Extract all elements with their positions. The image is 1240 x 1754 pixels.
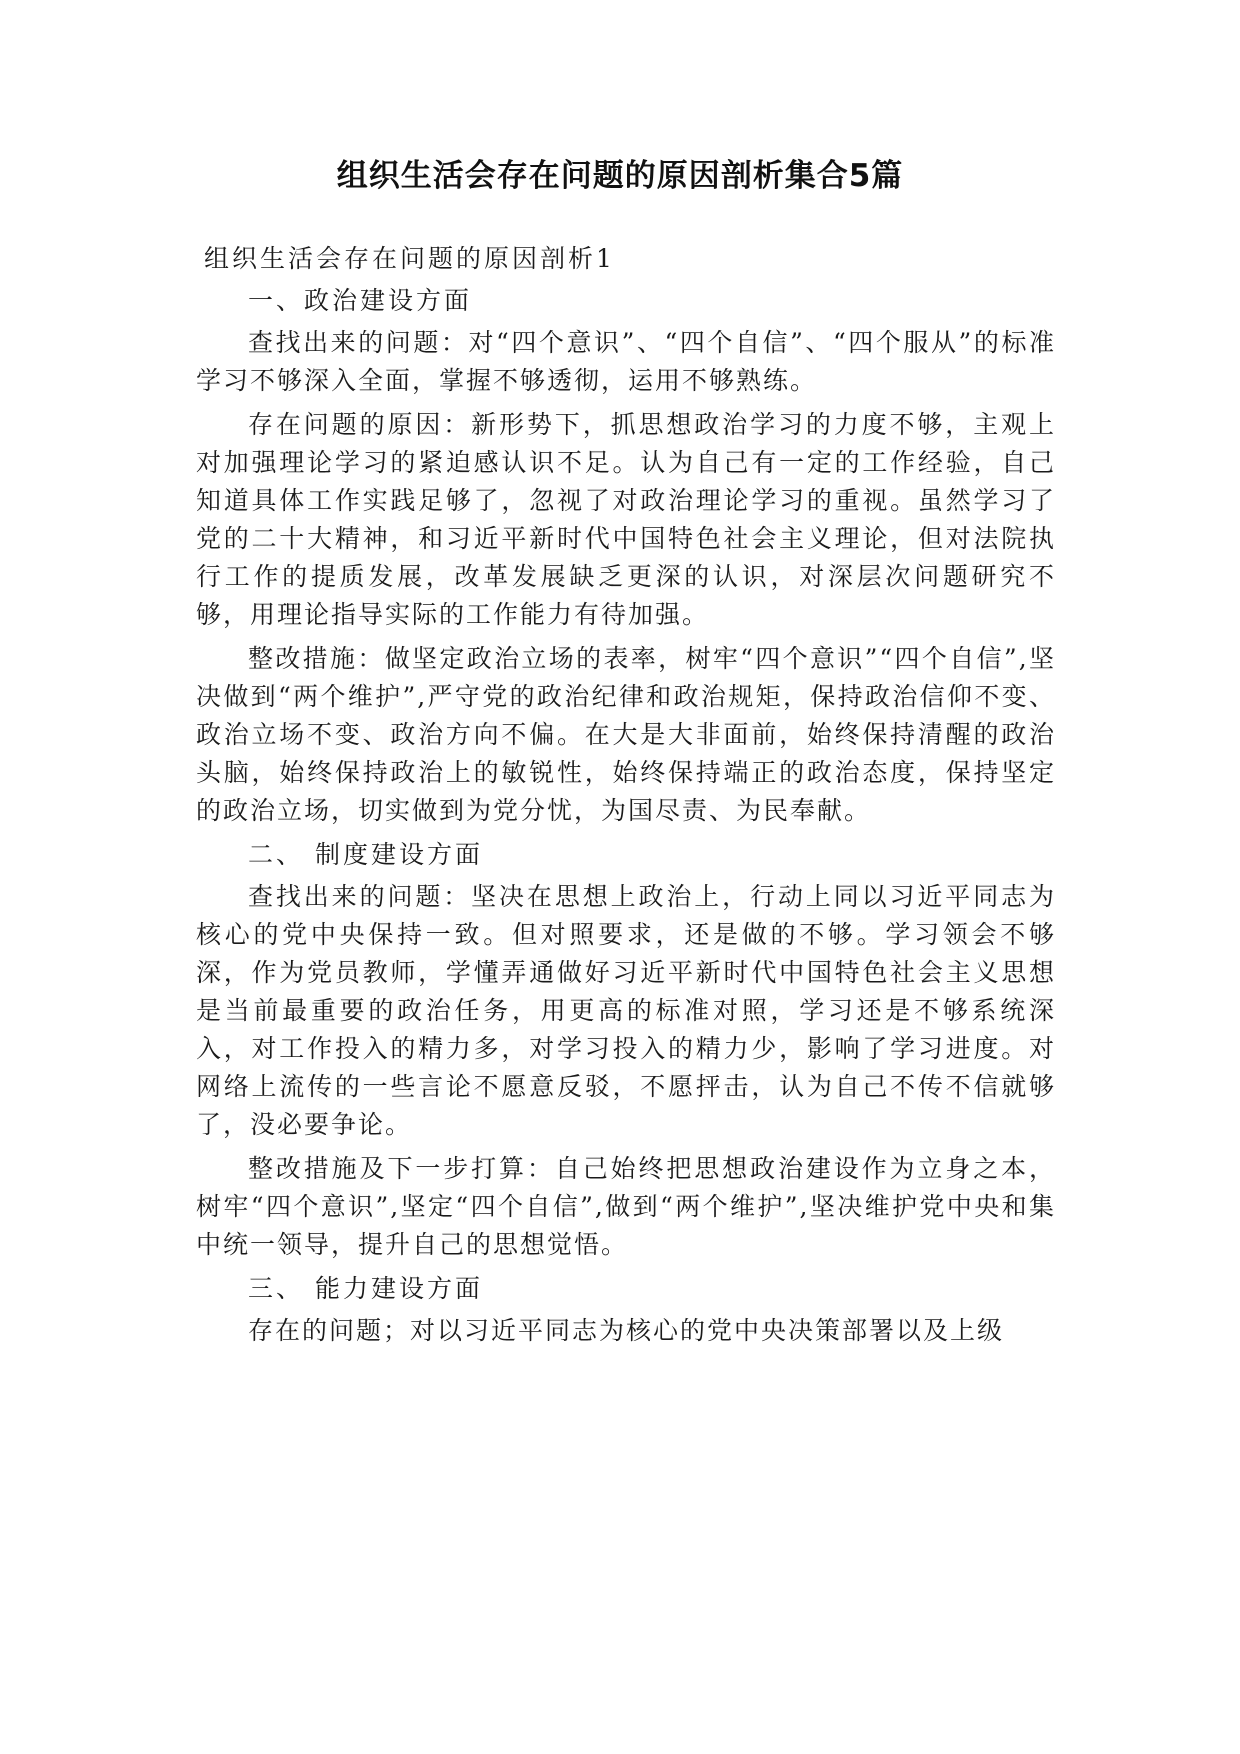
paragraph: 存在问题的原因：新形势下，抓思想政治学习的力度不够，主观上对加强理论学习的紧迫感认识不足。认为自己有一定的工作经验，自己知道具体工作实践足够了，忽视了对政治理论学习的重视。虽然学习了党的二十大精神，和习近平新时代中国特色社会主义理论，但对法院执行工作的提质发展，改革发展缺乏更深的认识，对深层次问题研究不够，用理论指导实际的工作能力有待加强。 xyxy=(196,410,1056,629)
section-heading: 二、 制度建设方面 xyxy=(248,840,483,869)
paragraph: 查找出来的问题：对“四个意识”、“四个自信”、“四个服从”的标准学习不够深入全面，掌握不够透彻，运用不够熟练。 xyxy=(196,328,1056,395)
paragraph: 查找出来的问题：坚决在思想上政治上，行动上同以习近平同志为核心的党中央保持一致。但对照要求，还是做的不够。学习领会不够深，作为党员教师，学懂弄通做好习近平新时代中国特色社会主义思想是当前最重要的政治任务，用更高的标准对照，学习还是不够系统深入，对工作投入的精力多，对学习投入的精力少，影响了学习进度。对网络上流传的一些言论不愿意反驳，不愿抨击，认为自己不传不信就够了，没必要争论。 xyxy=(196,882,1056,1139)
paragraph: 存在的问题；对以习近平同志为核心的党中央决策部署以及上级 xyxy=(248,1316,1005,1345)
article-subheading: 组织生活会存在问题的原因剖析1 xyxy=(204,244,615,273)
section-heading: 一、政治建设方面 xyxy=(248,286,473,315)
section-heading: 三、 能力建设方面 xyxy=(248,1274,483,1303)
paragraph: 整改措施及下一步打算：自己始终把思想政治建设作为立身之本，树牢“四个意识”,坚定“四个自信”,做到“两个维护”,坚决维护党中央和集中统一领导，提升自己的思想觉悟。 xyxy=(196,1154,1056,1259)
document-title: 组织生活会存在问题的原因剖析集合5篇 xyxy=(336,158,904,194)
paragraph: 整改措施：做坚定政治立场的表率，树牢“四个意识”“四个自信”,坚决做到“两个维护”,严守党的政治纪律和政治规矩，保持政治信仰不变、政治立场不变、政治方向不偏。在大是大非面前，始终保持清醒的政治头脑，始终保持政治上的敏锐性，始终保持端正的政治态度，保持坚定的政治立场，切实做到为党分忧，为国尽责、为民奉献。 xyxy=(196,644,1056,825)
document-body xyxy=(196,240,1056,1356)
